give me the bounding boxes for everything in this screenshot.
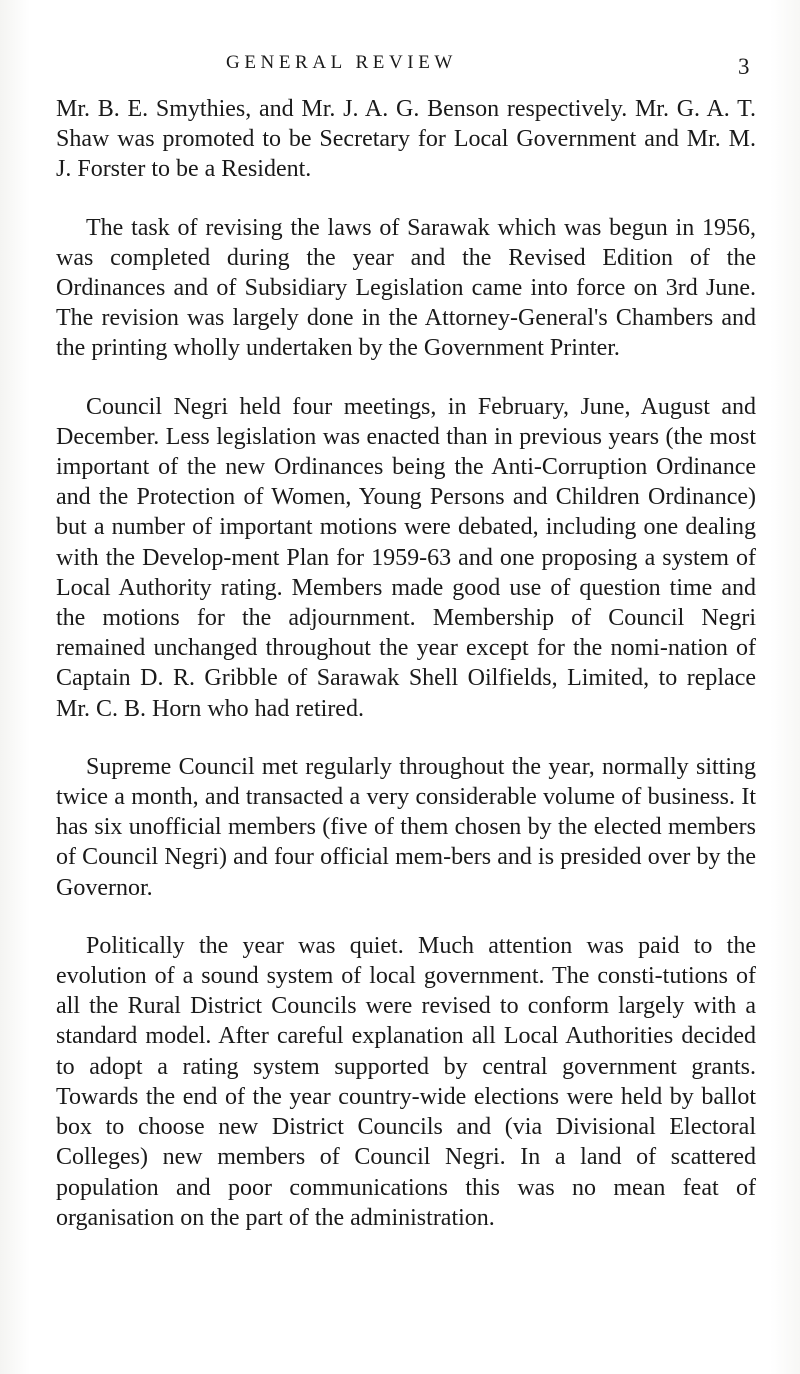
page-number: 3	[738, 54, 750, 79]
paragraph-continuation: Mr. B. E. Smythies, and Mr. J. A. G. Benson respectively. Mr. G. A. T. Shaw was promoted to be Secretary for Local Government and Mr. M. J. Forster to be a Resident.	[56, 96, 756, 183]
paragraph-politics: Politically the year was quiet. Much attention was paid to the evolution of a sound system of local government. The consti-tutions of all the Rural District Councils were revised to conform largely with a standard model. After careful explanation all Local Authorities decided to adopt a rating system supported by central government grants. Towards the end of the year country-wide elections were held by ballot box to choose new District Councils and (via Divisional Electoral Colleges) new members of Council Negri. In a land of scattered population and poor communications this was no mean feat of organisation on the part of the administration.	[56, 932, 756, 1231]
header-title: GENERAL REVIEW	[226, 52, 457, 73]
paragraph-laws-revision: The task of revising the laws of Sarawak which was begun in 1956, was completed during the year and the Revised Edition of the Ordinances and of Subsidiary Legislation came into force on 3rd June. The revision was largely done in the Attorney-General's Chambers and the printing wholly undertaken by the Government Printer.	[56, 214, 756, 362]
running-header	[0, 52, 800, 82]
body-text	[56, 94, 756, 1261]
paragraph-council-negri: Council Negri held four meetings, in February, June, August and December. Less legislation was enacted than in previous years (the most important of the new Ordinances being the Anti-Corruption Ordinance and the Protection of Women, Young Persons and Children Ordinance) but a number of important motions were debated, including one dealing with the Develop-ment Plan for 1959-63 and one proposing a system of Local Authority rating. Members made good use of question time and the motions for the adjournment. Membership of Council Negri remained unchanged throughout the year except for the nomi-nation of Captain D. R. Gribble of Sarawak Shell Oilfields, Limited, to replace Mr. C. B. Horn who had retired.	[56, 393, 756, 722]
paragraph-supreme-council: Supreme Council met regularly throughout the year, normally sitting twice a month, and transacted a very considerable volume of business. It has six unofficial members (five of them chosen by the elected members of Council Negri) and four official mem-bers and is presided over by the Governor.	[56, 753, 756, 901]
